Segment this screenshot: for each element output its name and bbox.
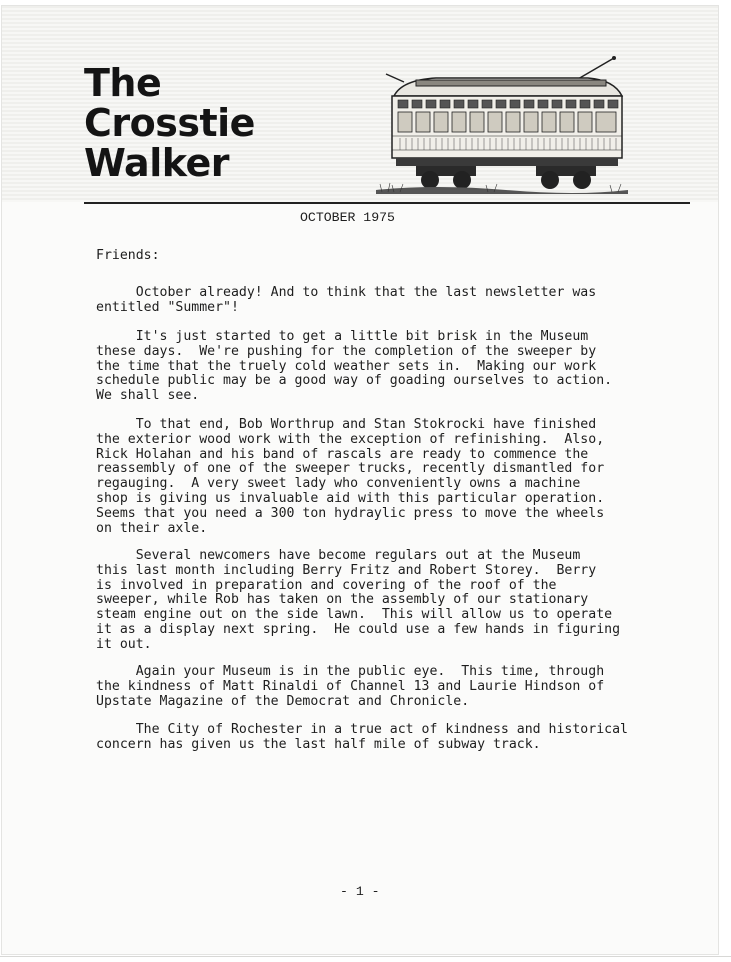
newsletter-page — [2, 6, 718, 954]
scan-edge-line — [0, 956, 731, 957]
paragraph-6: The City of Rochester in a true act of kindness and historical concern has given us the last half mile of subway track. — [96, 722, 628, 752]
masthead-rule — [84, 202, 690, 204]
paragraph-4: Several newcomers have become regulars out at the Museum this last month including Berry Fritz and Robert Storey. Berry is involved in preparation and covering of the roof of the sweeper, while Rob has taken on the assembly of our stationary steam engine out on the side lawn. This will allow us to operate it as a display next spring. He could use a few hands in figuring it out. — [96, 548, 621, 652]
masthead-line-1: The — [84, 61, 162, 105]
masthead-line-3: Walker — [84, 141, 229, 185]
paragraph-5: Again your Museum is in the public eye. This time, through the kindness of Matt Rinaldi of Channel 13 and Laurie Hindson of Upstate Magazine of the Democrat and Chronicle. — [96, 664, 605, 709]
issue-date: OCTOBER 1975 — [300, 210, 395, 225]
paragraph-1: October already! And to think that the last newsletter was entitled "Summer"! — [96, 285, 597, 315]
salutation: Friends: — [96, 248, 160, 263]
masthead-line-2: Crosstie — [84, 101, 255, 145]
paragraph-3: To that end, Bob Worthrup and Stan Stokrocki have finished the exterior wood work with the exception of refinishing. Also, Rick Holahan and his band of rascals are ready to commence the reassembly of one of the sweeper trucks, recently dismantled for regauging. A very sweet lady who conveniently owns a machine shop is giving us invaluable aid with this particular operation. Seems that you need a 300 ton hydraylic press to move the wheels on their axle. — [96, 417, 605, 536]
paragraph-2: It's just started to get a little bit brisk in the Museum these days. We're pushing for the completion of the sweeper by the time that the truely cold weather sets in. Making our work schedule public may be a good way of goading ourselves to action. We shall see. — [96, 329, 613, 404]
masthead-title — [84, 63, 255, 183]
page-number: - 1 - — [340, 884, 380, 899]
trolley-car-illustration — [376, 52, 628, 198]
